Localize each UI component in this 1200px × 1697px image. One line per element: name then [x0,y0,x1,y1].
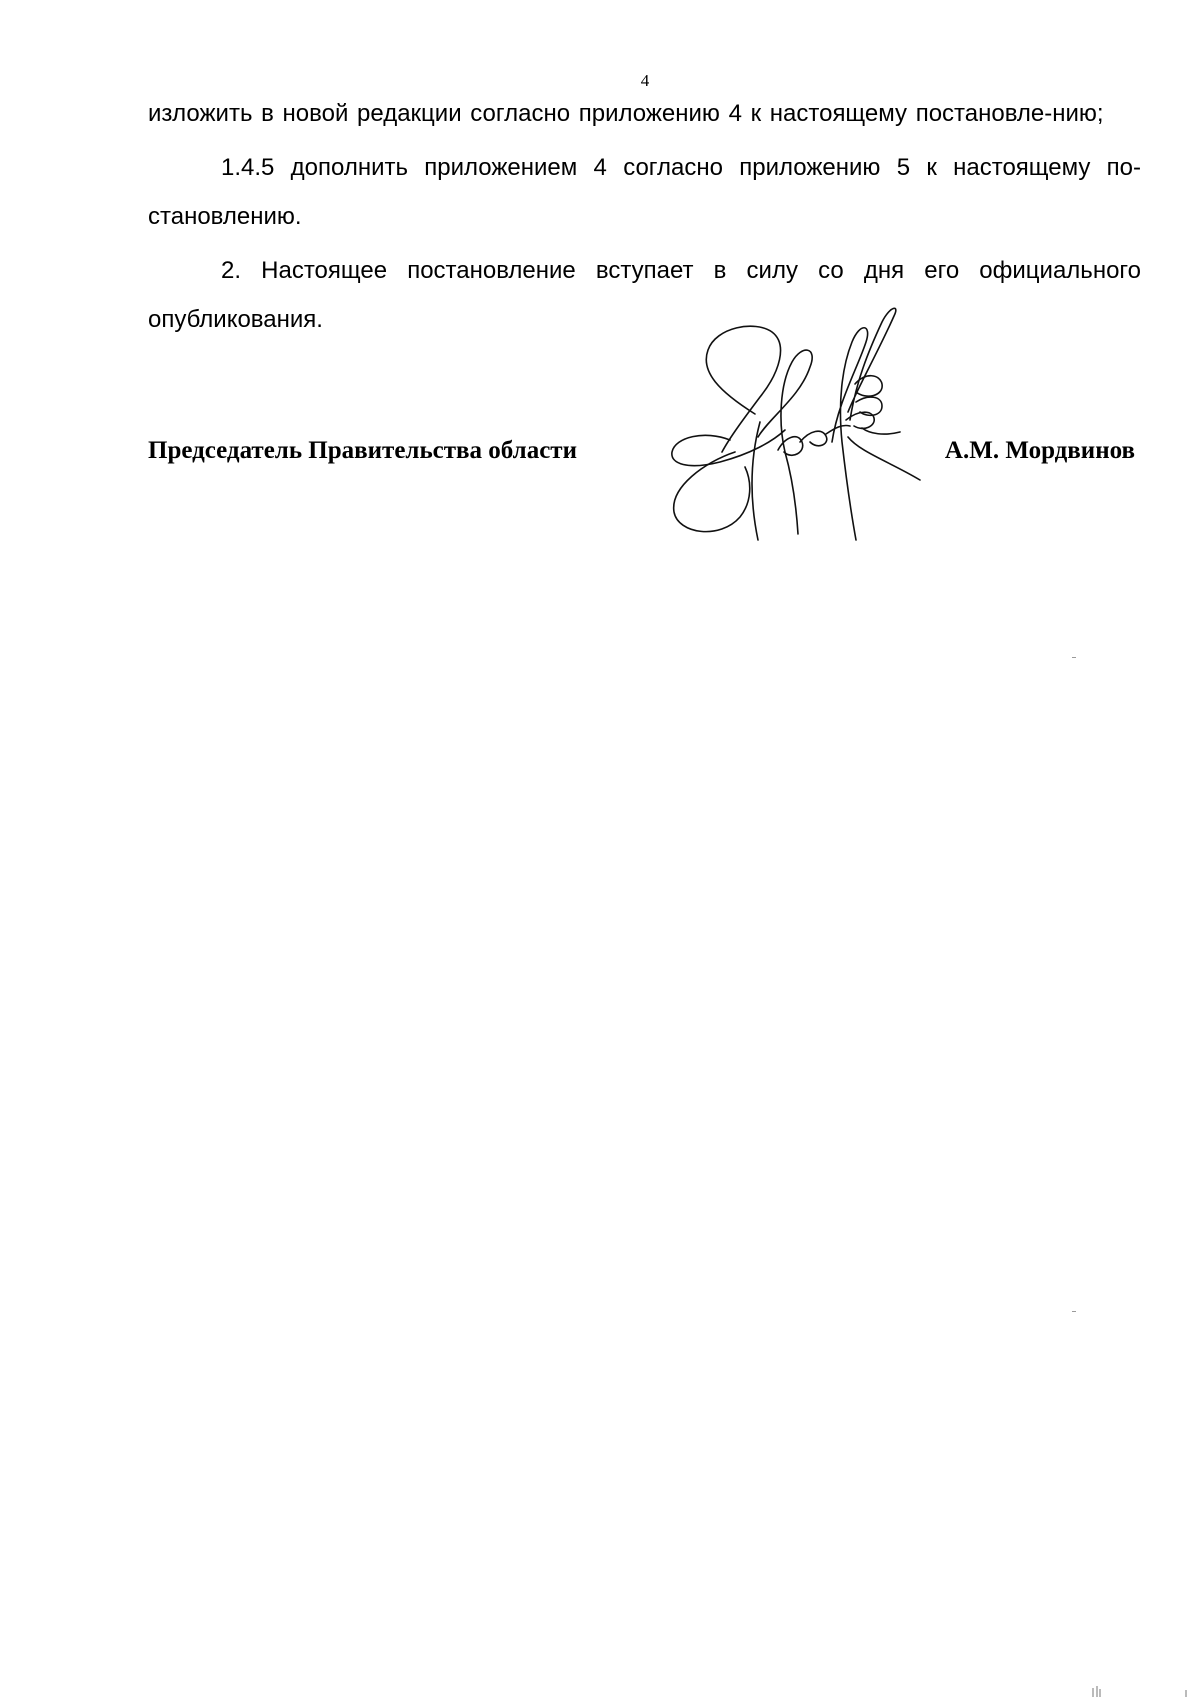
scan-mark [1072,657,1076,658]
handwritten-signature [660,302,940,552]
paragraph-3: 2. Настоящее постановление вступает в силу со дня его официального опубликования. [148,257,1141,333]
paragraph-1: изложить в новой редакции согласно приложению 4 к настоящему постановле-нию; [148,100,1104,127]
scan-edge-marks [1090,1684,1200,1697]
signature-block [148,431,1141,471]
signer-title: Председатель Правительства области [148,437,577,464]
paragraph-2: 1.4.5 дополнить приложением 4 согласно приложению 5 к настоящему по-становлению. [148,154,1141,230]
body-text [148,89,1141,349]
page-number: 4 [640,71,650,90]
scan-mark [1072,1311,1076,1312]
signer-name: А.М. Мордвинов [944,437,1135,464]
